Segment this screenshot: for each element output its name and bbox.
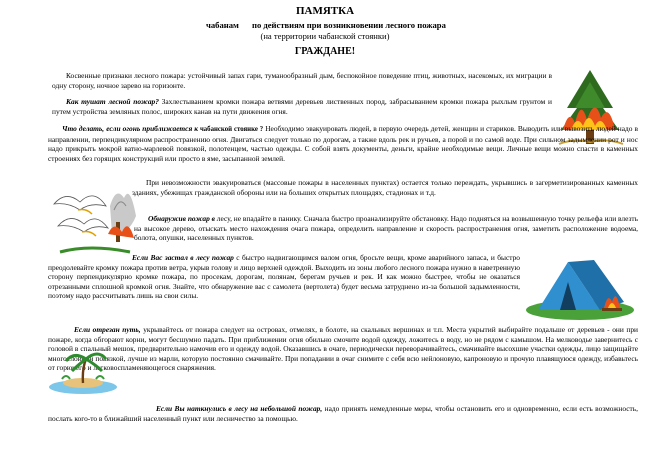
paragraph-lead: Что делать, если огонь приближается к — [62, 124, 199, 133]
paragraph-signs: Косвенные признаки лесного пожара: устойчивый запах гари, туманообразный дым, беспокойное поведение птиц, животных, насекомых, их миграции в одну сторону, ночное зарево на горизонте. — [52, 71, 552, 90]
paragraph-caught — [48, 253, 520, 301]
subtitle-chabanam: чабанам — [206, 20, 239, 30]
subtitle: по действиям при возникновении лесного пожара — [252, 20, 446, 30]
paragraph-lead: Как тушат лесной пожар? — [66, 97, 159, 106]
subtitle-territory: (на территории чабанской стоянки) — [260, 31, 390, 41]
paragraph-body: Необходимо эвакуировать людей, в первую очередь детей, женщин и стариков. Выводить или вывозить людей надо в направлении, перпендикулярном распространению огня. Двигаться следует только по дорогам, а также вдоль рек и ручьев, а порой и по самой воде. При сильном задымлении рот и нос надо прикрыть мокрой ватно-марлевой повязкой, полотенцем, частью одежды. С собой взять документы, деньги, крайне необходимые вещи. Личные вещи можно спасти в каменных строениях без горящих конструкций или просто в яме, засыпанной землей. — [48, 124, 638, 163]
flying-birds-icon — [50, 176, 138, 256]
greeting: ГРАЖДАНЕ! — [294, 46, 356, 57]
paragraph-found-fire — [134, 214, 638, 243]
paragraph-small-fire — [48, 404, 638, 423]
paragraph-lead: Если Вы наткнулись в лесу на небольшой пожар, — [156, 404, 323, 413]
paragraph-cut-off — [48, 325, 638, 373]
paragraph-body: с быстро надвигающимся валом огня, бросьте вещи, кроме аварийного запаса, и быстро преодолевайте кромку пожара против ветра, укрыв голову и лицо верхней одеждой. Выходить из зоны любого лесного пожара нужно в наветренную сторону перпендикулярно кромке пожара, по просекам, дорогам, полянам, берегам ручьев и рек. И как можно быстрее, чтобы не оказаться отрезанными сплошной кромкой огня. Знайте, что обнаружение вас с самолета (вертолета) будет весьма затруднено из-за большой задымленности, поэтому надо рассчитывать лишь на свои силы. — [48, 253, 520, 301]
paragraph-body: укрывайтесь от пожара следует на островах, отмелях, в болоте, на скальных вершинах и т.п. Места укрытий выбирайте подальше от деревьев - они при пожаре, когда обгорают корни, могут бесшумно падать. При приближении огня обильно смочите водой одежду, ложитесь в воду, но не рядом с камышом. На мелководье завернитесь с головой в спальный мешок, предварительно намочив его и одежду водой. Оказавшись в очаге, периодически переворачивайтесь, смачивайте высохшие участки одежды, лицо защищайте многослойной повязкой, лучше из марли, которую постоянно смачивайте. При попадании в очаг снимите с себя всю нейлоновую, капроновую и прочую плавящуюся одежду, избавьтесь от горючего и легковоспламеняющегося снаряжения. — [48, 325, 638, 373]
tent-campfire-icon — [524, 252, 636, 322]
island-palm-icon — [48, 345, 118, 395]
paragraph-lead: Если отрезан путь, — [74, 325, 141, 334]
page-title: ПАМЯТКА — [295, 5, 355, 17]
paragraph-evacuate — [48, 124, 638, 163]
paragraph-extinguish — [52, 97, 552, 116]
paragraph-body: Захлестыванием кромки пожара ветвями деревьев лиственных пород, забрасыванием кромки пожара рыхлым грунтом и путем устройства земляных полос, широких канав на пути движения огня. — [52, 97, 552, 116]
paragraph-body: лесу, не впадайте в панику. Сначала быстро проанализируйте обстановку. Надо подняться на возвышенную точку рельефа или влезть на высокое дерево, отыскать место нахождения очага пожара, определить направление и скорость распространения огня, заметить расположение водоема, болота, опушки, населенных пунктов. — [134, 214, 638, 243]
paragraph-lead-2: чабанской стоянке ? — [198, 126, 264, 133]
paragraph-lead: Если Вас застал в лесу пожар — [132, 253, 234, 262]
paragraph-shelter: При невозможности эвакуироваться (массовые пожары в населенных пунктах) остается только переждать, укрывшись в загерметизированных каменных зданиях, убежищах гражданской обороны или на больших открытых площадях, стадионах и т.д. — [132, 178, 638, 197]
paragraph-lead: Обнаружив пожар в — [148, 214, 215, 223]
paragraph-body: надо принять немедленные меры, чтобы остановить его и одновременно, если есть возможность, послать кого-то в ближайший населенный пункт или лесничество за помощью. — [48, 404, 638, 423]
